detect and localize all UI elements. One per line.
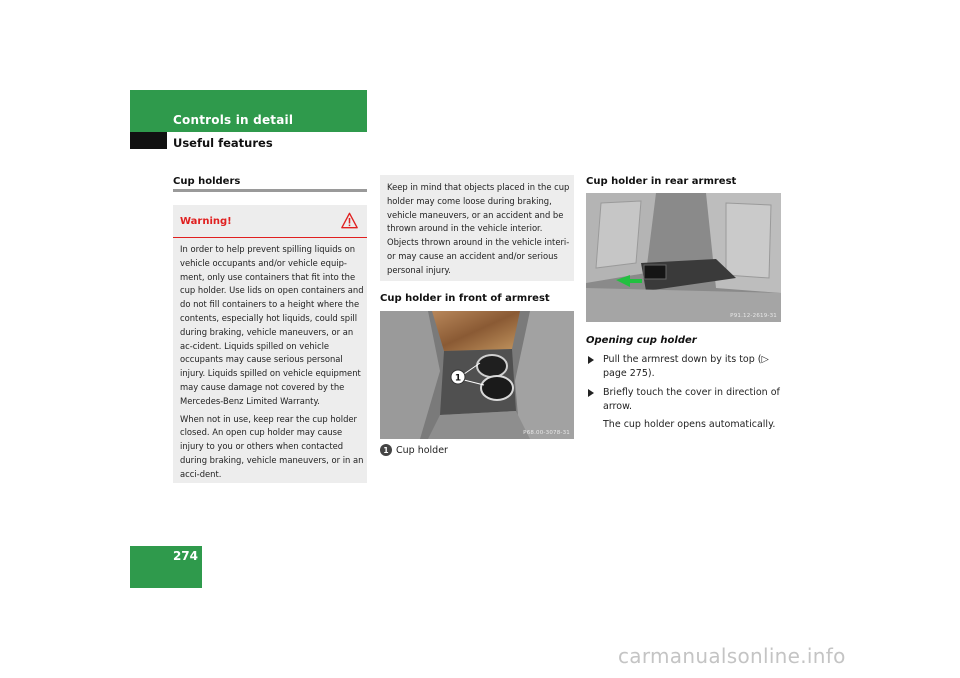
photo-callout-1: 1 — [454, 373, 462, 384]
warning-text — [180, 243, 364, 482]
warning-label: Warning! — [180, 216, 232, 227]
front-armrest-heading: Cup holder in front of armrest — [380, 293, 550, 304]
page-number: 274 — [172, 549, 198, 563]
instruction-step-2 — [586, 386, 786, 414]
step-text: Briefly touch the cover in direction of arrow. — [603, 387, 780, 412]
warning-header — [173, 205, 367, 238]
heading-rule — [173, 189, 367, 192]
warning-paragraph: In order to help prevent spilling liquids on vehicle occupants and/or vehicle equip-ment, only use containers that fit into the cup holder. Use lids on open containers and do not fill containers to a height where the contents, especially hot liquids, could spill during braking, vehicle maneuvers, or an ac-cident. Liquids spilled on vehicle occupants may cause serious personal injury. Liquids spilled on vehicle equipment may cause damage not covered by the Mercedes-Benz Limited Warranty. — [180, 244, 364, 406]
opening-cup-holder-heading: Opening cup holder — [586, 335, 697, 346]
cup-holders-heading: Cup holders — [173, 176, 241, 187]
warning-paragraph: When not in use, keep rear the cup holder closed. An open cup holder may cause injury to you or others when contacted during braking, vehicle maneuvers, or in an acci-dent. — [180, 413, 364, 479]
photo-code: P68.00-3078-31 — [523, 430, 570, 436]
header-marker — [130, 132, 167, 149]
section-title: Useful features — [173, 136, 273, 150]
note-text: Keep in mind that objects placed in the cup holder may come loose during braking, vehicle maneuvers, or an accident and be thrown around in the vehicle interior. Objects thrown around in the vehicle interi-or may cause an accident and/or serious personal injury. — [387, 182, 570, 275]
photo-caption — [380, 444, 448, 456]
bullet-arrow-icon — [588, 356, 594, 364]
page-number-box — [130, 546, 202, 588]
bullet-arrow-icon — [588, 389, 594, 397]
warning-triangle-icon — [341, 212, 358, 229]
step-result: The cup holder opens automatically. — [603, 419, 776, 430]
chapter-title: Controls in detail — [173, 113, 294, 127]
caption-number: 1 — [380, 444, 392, 456]
caption-text: Cup holder — [396, 444, 448, 456]
instruction-step-1 — [586, 353, 786, 381]
step-text: Pull the armrest down by its top (▷ page 275). — [603, 354, 769, 379]
watermark: carmanualsonline.info — [618, 644, 846, 668]
photo-code: P91.12-2619-31 — [730, 313, 777, 319]
warning-box — [173, 205, 367, 483]
note-box — [380, 175, 574, 281]
rear-armrest-heading: Cup holder in rear armrest — [586, 176, 737, 187]
rear-cup-holder-photo — [586, 193, 781, 322]
front-cup-holder-photo — [380, 311, 574, 439]
